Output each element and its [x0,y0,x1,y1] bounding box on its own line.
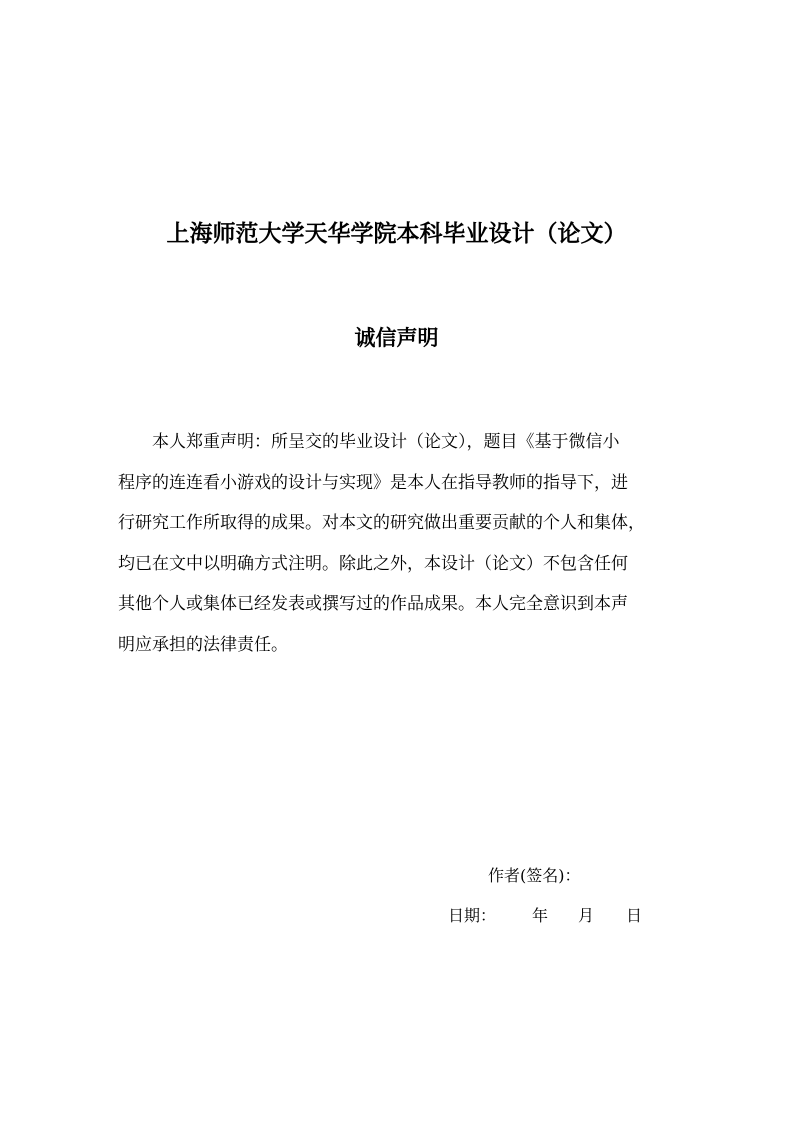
date-day-label: 日 [626,906,643,925]
body-line: 本人郑重声明：所呈交的毕业设计（论文），题目《基于微信小 [118,432,620,452]
body-line: 程序的连连看小游戏的设计与实现》是本人在指导教师的指导下，进 [118,472,628,493]
author-signature-label: 作者(签名)： [488,866,581,885]
date-row [448,900,642,932]
body-line: 其他个人或集体已经发表或撰写过的作品成果。本人完全意识到本声 [118,594,628,614]
date-label: 日期： [448,906,497,925]
date-month-label: 月 [578,906,595,925]
body-line: 行研究工作所取得的成果。对本文的研究做出重要贡献的个人和集体， [118,513,645,533]
declaration-body [118,424,684,667]
declaration-title: 诚信声明 [354,325,439,350]
body-line: 均已在文中以明确方式注明。除此之外，本设计（论文）不包含任何 [118,553,628,574]
date-year-label: 年 [532,906,549,925]
body-line: 明应承担的法律责任。 [118,634,288,655]
university-title: 上海师范大学天华学院本科毕业设计（论文） [166,220,627,247]
